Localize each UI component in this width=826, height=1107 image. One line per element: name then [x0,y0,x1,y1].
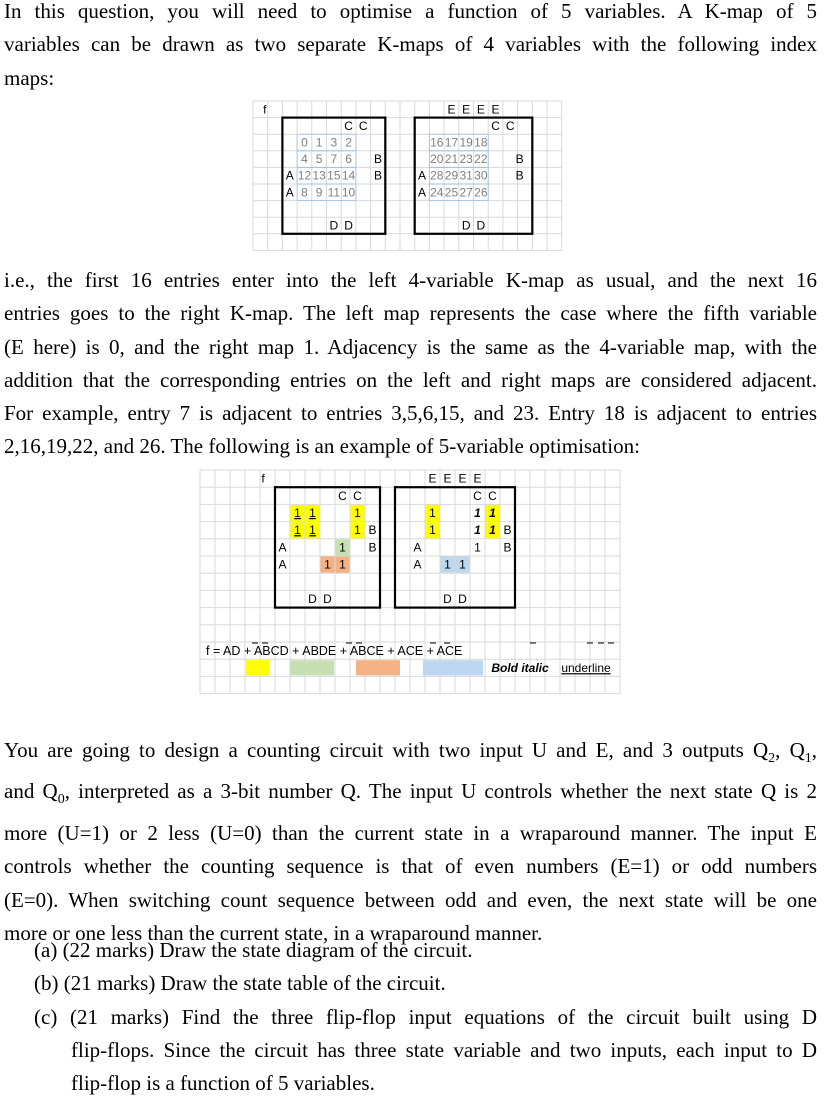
e-label: E [458,471,467,486]
index-cell: 16 [430,135,444,150]
index-cell: 21 [444,152,459,167]
d-label: D [344,218,353,233]
explanation-line: entries goes to the right K-map. The left map represents the case where the fifth variable [4,301,817,326]
problem-line: more or one less than the current state, in a wraparound manner. [4,920,543,945]
a-label: A [413,540,422,555]
map-one: 1 [489,506,496,520]
c-label: C [358,118,368,133]
e-label: E [462,102,471,117]
b-label: B [503,523,512,538]
index-cell: 29 [444,168,459,183]
b-label: B [515,168,524,183]
c-label: C [491,118,500,133]
index-cell: 22 [474,152,488,167]
explanation-line: i.e., the first 16 entries enter into the left 4-variable K-map as usual, and the next 16 [4,268,817,292]
index-cell: 8 [301,185,308,200]
index-cell: 3 [330,135,338,150]
d-label: D [476,218,486,233]
map-one: 1 [354,506,361,520]
c-label: C [488,488,497,503]
e-label: E [447,102,456,117]
index-cell: 26 [474,185,488,200]
map-one: 1 [429,506,436,520]
map-one: 1 [309,506,316,520]
index-cell: 4 [301,152,308,167]
d-label: D [461,218,471,233]
e-label: E [476,102,485,117]
index-cell: 24 [430,185,444,200]
a-label: A [278,557,287,572]
index-cell: 27 [459,185,473,200]
a-label: A [413,557,422,572]
task-item-a: (a) (22 marks) Draw the state diagram of the circuit. [34,938,473,962]
map-one: 1 [474,523,481,538]
map-one: 1 [294,523,301,538]
d-label: D [458,592,467,606]
index-cell: 10 [341,185,356,200]
map-one: 1 [489,523,496,538]
equation-text: f = AD + ABCD + ABDE + ABCE + ACE + ACE [206,644,463,658]
index-cell: 19 [459,135,473,150]
problem-line: You are going to design a counting circuit with two input U and E, and 3 outputs $Q_2$, $Q_1$, [4,738,817,767]
explanation-line: For example, entry 7 is adjacent to entries 3,5,6,15, and 23. Entry 18 is adjacent to entries [4,401,817,426]
index-cell: 31 [459,168,473,183]
e-label: E [473,471,482,486]
e-label: E [428,471,437,486]
map-one: 1 [294,506,301,520]
index-cell: 23 [459,152,473,167]
d-label: D [323,592,332,606]
c-label: C [338,488,347,503]
index-cell: 17 [444,135,459,150]
index-cell: 28 [430,168,444,183]
e-label: E [443,471,452,486]
d-label: D [329,218,339,233]
c-label: C [353,488,362,503]
f-label: f [261,471,265,486]
problem-line: and $Q_0$, interpreted as a 3-bit number Q. The input U controls whether the next state Q is 2 [4,779,817,808]
index-map-figure [0,98,826,258]
map-one: 1 [459,557,466,572]
c-label: C [344,118,353,133]
index-cell: 9 [315,185,323,200]
index-cell: 6 [345,152,352,167]
index-cell: 13 [312,168,326,183]
intro-paragraph [4,0,817,95]
d-label: D [308,592,317,606]
a-label: A [278,540,287,555]
swatch-yellow [246,660,269,675]
index-cell: 14 [341,168,356,183]
problem-line: more (U=1) or 2 less (U=0) than the current state in a wraparound manner. The input E [4,820,817,845]
c-label: C [505,118,515,133]
index-cell: 30 [474,168,488,183]
map-one: 1 [324,557,331,572]
a-label: A [285,185,294,200]
index-cell: 1 [315,135,323,150]
b-label: B [515,152,524,167]
index-cell: 11 [327,185,341,200]
example-map-figure [0,467,826,707]
problem-line: controls whether the counting sequence is that of even numbers (E=1) or odd numbers [4,854,817,879]
map-one: 1 [339,557,346,572]
index-cell: 2 [345,135,352,150]
index-cell: 25 [444,185,459,200]
task-list [34,934,817,1100]
explanation-line: 2,16,19,22, and 26. The following is an example of 5-variable optimisation: [4,434,640,459]
problem-line: (E=0). When switching count sequence between odd and even, the next state will be one [4,887,817,912]
swatch-blue [423,660,483,675]
b-label: B [368,540,377,555]
map-one: 1 [474,506,481,520]
index-cell: 5 [315,152,323,167]
task-item-b: (b) (21 marks) Draw the state table of the circuit. [34,971,446,996]
index-cell: 0 [301,135,308,150]
note-underline: underline [561,661,611,676]
a-label: A [285,168,294,183]
intro-line: In this question, you will need to optimise a function of 5 variables. A K-map of 5 [4,0,817,23]
index-cell: 18 [474,135,488,150]
map-one: 1 [309,523,316,538]
index-cell: 12 [297,168,312,183]
intro-line: maps: [4,65,55,90]
b-label: B [368,523,377,538]
map-one: 1 [429,523,436,538]
index-cell: 7 [330,152,338,167]
map-one: 1 [339,540,346,555]
index-cell: 20 [430,152,444,167]
task-item-c: (c) (21 marks) Find the three flip-flop input equations of the circuit built using D flip-flops. Since the circuit has three state variable and two inputs, each input to D flip-flop is a function of 5 variables. [34,1004,818,1096]
map-one: 1 [474,540,481,555]
c-label: C [473,488,482,503]
explanation-line: (E here) is 0, and the right map 1. Adjacency is the same as the 4-variable map, with the [4,334,817,359]
e-label: E [491,102,500,117]
swatch-green [290,660,334,675]
d-label: D [443,592,452,606]
b-label: B [373,152,382,167]
explanation-paragraph [4,264,817,464]
map-one: 1 [444,557,451,572]
index-cell: 15 [327,168,341,183]
swatch-orange [356,660,400,675]
f-label: f [263,102,267,117]
note-bold-italic: Bold italic [491,661,549,676]
map-one: 1 [354,523,361,538]
a-label: A [418,185,427,200]
explanation-line: addition that the corresponding entries on the left and right maps are considered adjacent. [4,367,817,392]
intro-line: variables can be drawn as two separate K-maps of 4 variables with the following index [4,32,817,57]
b-label: B [503,540,512,555]
a-label: A [418,168,427,183]
problem-paragraph [4,734,817,950]
b-label: B [373,168,382,183]
